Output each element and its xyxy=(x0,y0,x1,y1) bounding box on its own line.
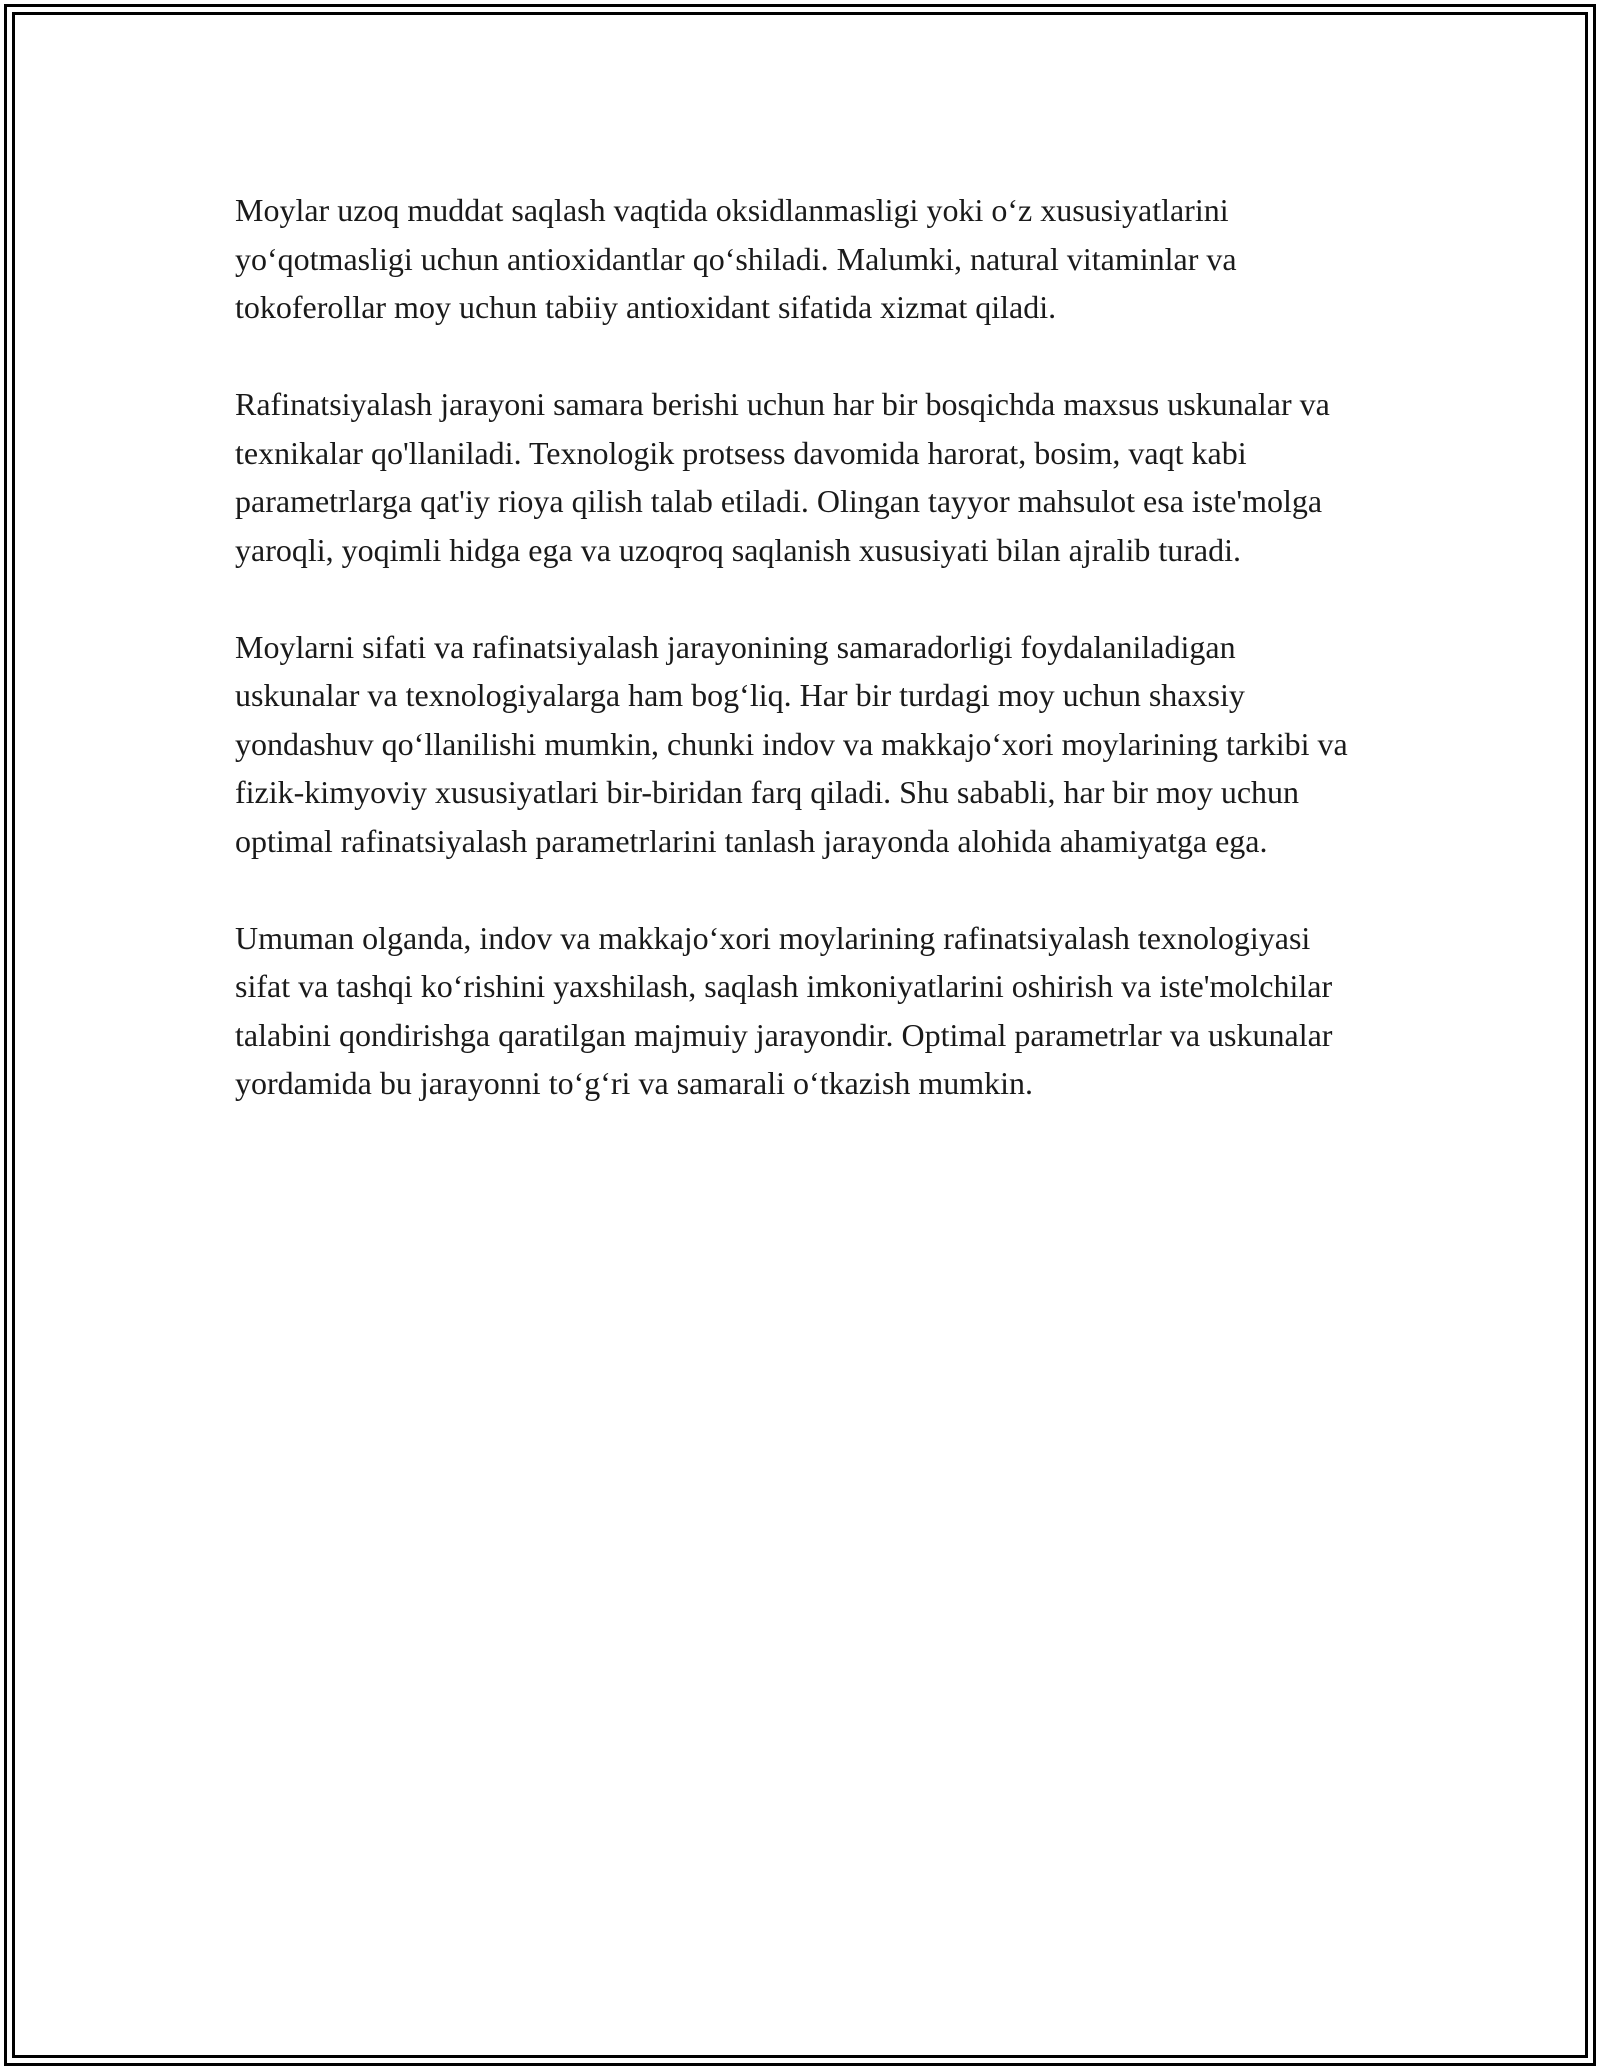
document-body xyxy=(235,186,1365,1156)
paragraph-refining-process: Rafinatsiyalash jarayoni samara berishi uchun har bir bosqichda maxsus uskunalar va texnikalar qo'llaniladi. Texnologik protsess davomida harorat, bosim, vaqt kabi parametrlarga qat'iy rioya qilish talab etiladi. Olingan tayyor mahsulot esa iste'molga yaroqli, yoqimli hidga ega va uzoqroq saqlanish xususiyati bilan ajralib turadi. xyxy=(235,386,1330,568)
paragraph-antioxidants: Moylar uzoq muddat saqlash vaqtida oksidlanmasligi yoki o‘z xususiyatlarini yo‘qotmasligi uchun antioxidantlar qo‘shiladi. Malumki, natural vitaminlar va tokoferollar moy uchun tabiiy antioxidant sifatida xizmat qiladi. xyxy=(235,192,1237,325)
paragraph-quality-equipment: Moylarni sifati va rafinatsiyalash jarayonining samaradorligi foydalaniladigan uskunalar va texnologiyalarga ham bog‘liq. Har bir turdagi moy uchun shaxsiy yondashuv qo‘llanilishi mumkin, chunki indov va makkajo‘xori moylarining tarkibi va fizik-kimyoviy xususiyatlari bir-biridan farq qiladi. Shu sababli, har bir moy uchun optimal rafinatsiyalash parametrlarini tanlash jarayonda alohida ahamiyatga ega. xyxy=(235,628,1348,859)
paragraph-conclusion: Umuman olganda, indov va makkajo‘xori moylarining rafinatsiyalash texnologiyasi sifat va tashqi ko‘rishini yaxshilash, saqlash imkoniyatlarini oshirish va iste'molchilar talabini qondirishga qaratilgan majmuiy jarayondir. Optimal parametrlar va uskunalar yordamida bu jarayonni to‘g‘ri va samarali o‘tkazish mumkin. xyxy=(235,919,1333,1101)
